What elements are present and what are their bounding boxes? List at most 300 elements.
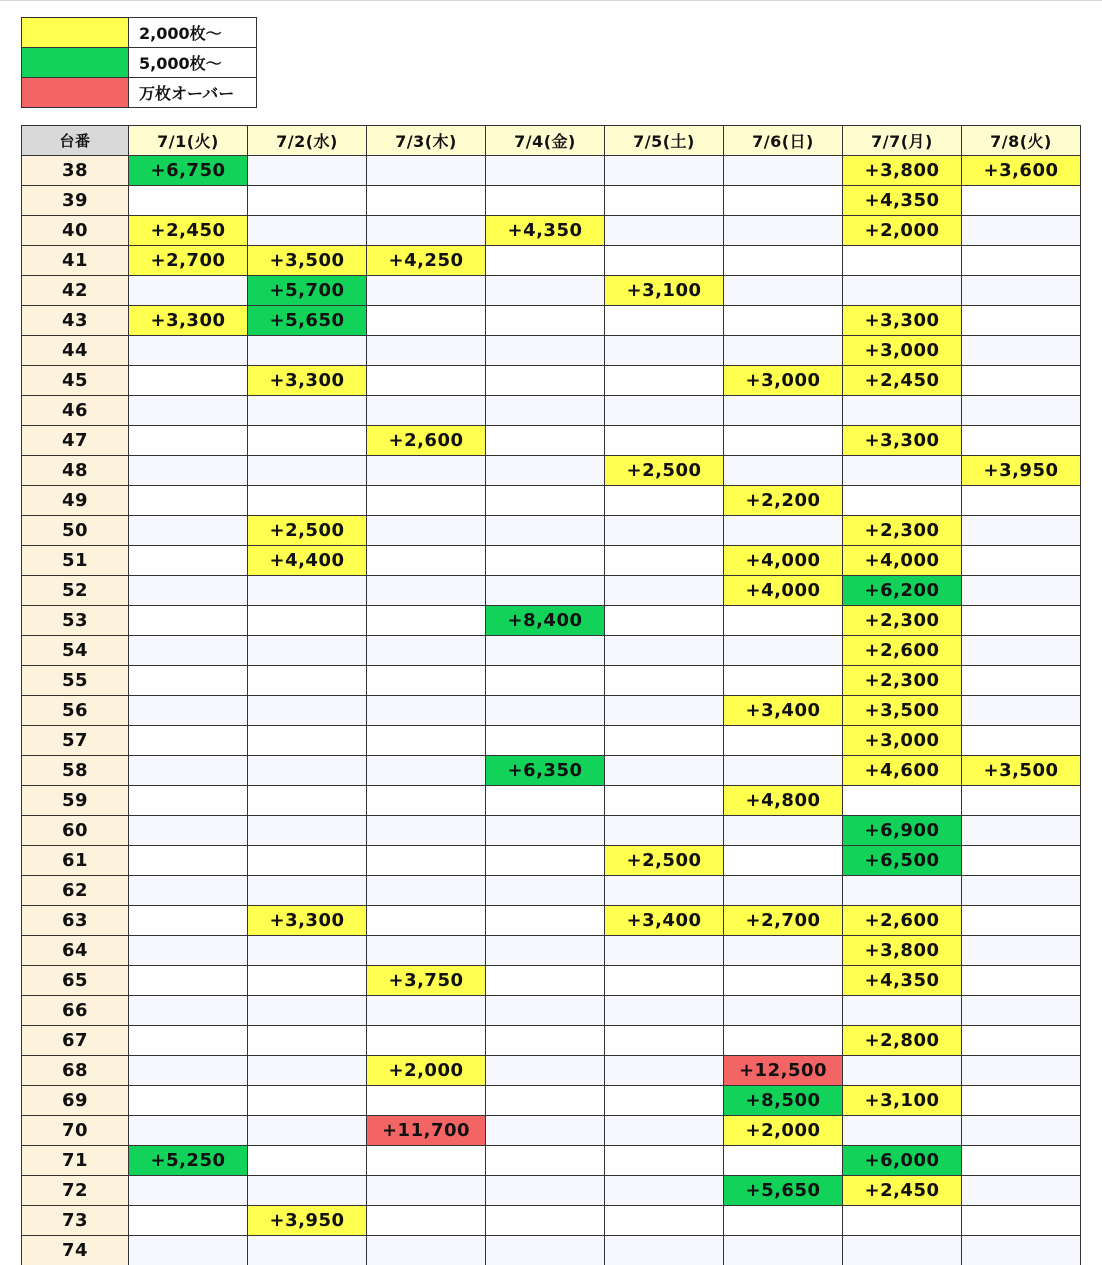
result-cell xyxy=(605,936,724,966)
result-cell: +5,650 xyxy=(248,306,367,336)
result-cell xyxy=(724,636,843,666)
legend-row xyxy=(22,78,257,108)
machine-number: 63 xyxy=(22,906,129,936)
result-cell: +3,500 xyxy=(248,246,367,276)
result-cell xyxy=(843,276,962,306)
result-cell xyxy=(962,486,1081,516)
machine-number: 62 xyxy=(22,876,129,906)
result-cell xyxy=(129,726,248,756)
table-row xyxy=(22,1116,1081,1146)
result-cell xyxy=(486,336,605,366)
result-cell xyxy=(129,576,248,606)
machine-number: 59 xyxy=(22,786,129,816)
result-cell xyxy=(367,306,486,336)
result-cell: +11,700 xyxy=(367,1116,486,1146)
result-cell xyxy=(605,516,724,546)
result-cell xyxy=(962,1086,1081,1116)
table-row xyxy=(22,966,1081,996)
result-cell xyxy=(962,1056,1081,1086)
result-cell xyxy=(724,276,843,306)
result-cell xyxy=(248,846,367,876)
result-cell: +6,750 xyxy=(129,156,248,186)
machine-number: 54 xyxy=(22,636,129,666)
result-cell xyxy=(248,486,367,516)
result-cell xyxy=(248,606,367,636)
table-row xyxy=(22,1176,1081,1206)
result-cell: +6,350 xyxy=(486,756,605,786)
result-cell xyxy=(129,816,248,846)
result-cell: +5,250 xyxy=(129,1146,248,1176)
result-cell xyxy=(962,936,1081,966)
result-cell xyxy=(962,726,1081,756)
date-header: 7/5(土) xyxy=(605,126,724,156)
result-cell xyxy=(962,1176,1081,1206)
result-cell xyxy=(367,606,486,636)
result-cell xyxy=(486,186,605,216)
result-cell xyxy=(962,786,1081,816)
table-row xyxy=(22,366,1081,396)
result-cell xyxy=(367,996,486,1026)
result-cell: +2,600 xyxy=(843,906,962,936)
result-cell: +2,600 xyxy=(843,636,962,666)
machine-number: 45 xyxy=(22,366,129,396)
result-cell: +3,500 xyxy=(962,756,1081,786)
result-cell xyxy=(962,996,1081,1026)
legend-label: 万枚オーバー xyxy=(129,78,257,108)
table-row xyxy=(22,336,1081,366)
table-row xyxy=(22,906,1081,936)
result-cell xyxy=(486,426,605,456)
table-row xyxy=(22,246,1081,276)
result-cell xyxy=(605,666,724,696)
result-cell xyxy=(248,966,367,996)
machine-number: 55 xyxy=(22,666,129,696)
date-header: 7/1(火) xyxy=(129,126,248,156)
result-cell xyxy=(486,636,605,666)
result-cell xyxy=(248,756,367,786)
machine-number: 38 xyxy=(22,156,129,186)
table-row xyxy=(22,816,1081,846)
result-cell xyxy=(129,1026,248,1056)
result-cell xyxy=(724,336,843,366)
result-cell: +4,800 xyxy=(724,786,843,816)
result-cell: +2,700 xyxy=(724,906,843,936)
result-cell xyxy=(129,366,248,396)
header-row xyxy=(22,126,1081,156)
result-cell xyxy=(129,456,248,486)
result-cell xyxy=(962,1236,1081,1265)
result-cell xyxy=(129,1116,248,1146)
result-cell xyxy=(486,366,605,396)
result-cell xyxy=(724,876,843,906)
result-cell: +2,600 xyxy=(367,426,486,456)
result-cell xyxy=(605,336,724,366)
result-cell xyxy=(962,276,1081,306)
result-cell xyxy=(129,396,248,426)
result-cell xyxy=(486,876,605,906)
result-cell xyxy=(367,1176,486,1206)
result-cell xyxy=(843,1206,962,1236)
result-cell xyxy=(248,426,367,456)
result-cell xyxy=(843,456,962,486)
result-cell xyxy=(129,606,248,636)
result-cell xyxy=(962,186,1081,216)
result-cell xyxy=(248,186,367,216)
result-cell xyxy=(248,156,367,186)
result-cell: +4,000 xyxy=(724,576,843,606)
table-row xyxy=(22,1026,1081,1056)
result-cell xyxy=(962,846,1081,876)
result-cell xyxy=(486,726,605,756)
result-cell: +3,800 xyxy=(843,156,962,186)
table-row xyxy=(22,846,1081,876)
result-cell xyxy=(843,1056,962,1086)
result-cell xyxy=(129,276,248,306)
result-cell xyxy=(486,456,605,486)
result-cell: +2,300 xyxy=(843,606,962,636)
result-cell xyxy=(129,936,248,966)
result-cell xyxy=(843,786,962,816)
result-cell xyxy=(843,876,962,906)
legend-label: 5,000枚～ xyxy=(129,48,257,78)
result-cell: +4,000 xyxy=(843,546,962,576)
machine-number: 61 xyxy=(22,846,129,876)
result-cell xyxy=(724,1236,843,1265)
machine-number: 39 xyxy=(22,186,129,216)
result-cell xyxy=(962,816,1081,846)
result-cell xyxy=(605,876,724,906)
result-cell xyxy=(248,876,367,906)
machine-number: 42 xyxy=(22,276,129,306)
table-row xyxy=(22,396,1081,426)
result-cell xyxy=(367,276,486,306)
result-cell xyxy=(486,156,605,186)
result-cell xyxy=(724,156,843,186)
result-cell xyxy=(486,1146,605,1176)
machine-number: 70 xyxy=(22,1116,129,1146)
result-cell: +3,100 xyxy=(605,276,724,306)
result-cell xyxy=(367,936,486,966)
result-cell xyxy=(486,1236,605,1265)
result-cell xyxy=(248,1176,367,1206)
legend-row xyxy=(22,18,257,48)
result-cell: +6,900 xyxy=(843,816,962,846)
result-cell xyxy=(605,996,724,1026)
result-cell xyxy=(486,816,605,846)
result-cell xyxy=(486,996,605,1026)
result-cell xyxy=(962,1026,1081,1056)
result-cell xyxy=(605,486,724,516)
result-cell xyxy=(248,726,367,756)
result-cell xyxy=(486,1056,605,1086)
result-cell xyxy=(486,906,605,936)
result-cell xyxy=(248,1236,367,1265)
result-cell: +8,500 xyxy=(724,1086,843,1116)
result-cell xyxy=(129,426,248,456)
color-legend xyxy=(21,17,257,108)
result-cell xyxy=(367,456,486,486)
result-cell xyxy=(724,726,843,756)
result-cell xyxy=(605,246,724,276)
result-cell xyxy=(367,516,486,546)
result-cell xyxy=(129,696,248,726)
result-cell xyxy=(605,816,724,846)
result-cell: +3,000 xyxy=(724,366,843,396)
result-cell xyxy=(248,1026,367,1056)
corner-header: 台番 xyxy=(22,126,129,156)
result-cell xyxy=(367,786,486,816)
result-cell xyxy=(367,846,486,876)
result-cell xyxy=(605,366,724,396)
machine-number: 50 xyxy=(22,516,129,546)
table-row xyxy=(22,636,1081,666)
result-cell xyxy=(129,1086,248,1116)
legend-swatch-green xyxy=(22,48,129,78)
result-cell xyxy=(724,1026,843,1056)
result-cell xyxy=(486,576,605,606)
result-cell xyxy=(486,1086,605,1116)
machine-number: 56 xyxy=(22,696,129,726)
result-cell xyxy=(724,816,843,846)
result-cell xyxy=(367,396,486,426)
machine-number: 68 xyxy=(22,1056,129,1086)
result-cell xyxy=(724,606,843,636)
machine-number: 40 xyxy=(22,216,129,246)
result-cell xyxy=(605,216,724,246)
result-cell: +2,500 xyxy=(605,846,724,876)
result-cell xyxy=(605,396,724,426)
machine-number: 44 xyxy=(22,336,129,366)
result-cell xyxy=(724,306,843,336)
result-cell xyxy=(605,1236,724,1265)
machine-number: 43 xyxy=(22,306,129,336)
machine-number: 53 xyxy=(22,606,129,636)
result-cell xyxy=(129,1236,248,1265)
result-cell: +2,500 xyxy=(605,456,724,486)
result-cell xyxy=(605,606,724,636)
result-cell xyxy=(605,636,724,666)
result-cell xyxy=(248,456,367,486)
result-cell xyxy=(962,516,1081,546)
result-cell xyxy=(724,246,843,276)
result-cell: +6,000 xyxy=(843,1146,962,1176)
result-cell xyxy=(129,966,248,996)
result-cell xyxy=(605,1146,724,1176)
result-cell xyxy=(605,696,724,726)
result-cell xyxy=(129,546,248,576)
table-row xyxy=(22,426,1081,456)
result-cell xyxy=(962,636,1081,666)
machine-number: 48 xyxy=(22,456,129,486)
result-cell xyxy=(367,486,486,516)
result-cell xyxy=(724,936,843,966)
result-cell xyxy=(962,606,1081,636)
result-cell xyxy=(605,1056,724,1086)
table-row xyxy=(22,666,1081,696)
result-cell: +4,350 xyxy=(843,966,962,996)
result-cell: +4,350 xyxy=(843,186,962,216)
result-cell xyxy=(367,696,486,726)
result-cell: +8,400 xyxy=(486,606,605,636)
result-cell xyxy=(367,666,486,696)
result-cell xyxy=(248,786,367,816)
result-cell xyxy=(605,186,724,216)
result-cell xyxy=(248,396,367,426)
result-cell xyxy=(962,906,1081,936)
result-cell xyxy=(129,996,248,1026)
result-cell: +6,500 xyxy=(843,846,962,876)
result-cell: +12,500 xyxy=(724,1056,843,1086)
result-cell xyxy=(486,396,605,426)
result-cell: +2,000 xyxy=(367,1056,486,1086)
result-cell xyxy=(367,1026,486,1056)
result-cell xyxy=(129,636,248,666)
result-cell xyxy=(962,1206,1081,1236)
table-row xyxy=(22,1086,1081,1116)
result-cell xyxy=(486,1026,605,1056)
result-cell: +2,200 xyxy=(724,486,843,516)
result-cell: +2,000 xyxy=(724,1116,843,1146)
result-cell xyxy=(724,966,843,996)
result-cell xyxy=(605,1176,724,1206)
result-cell xyxy=(129,186,248,216)
result-cell xyxy=(486,666,605,696)
result-cell xyxy=(962,426,1081,456)
result-cell xyxy=(605,726,724,756)
legend-swatch-yellow xyxy=(22,18,129,48)
table-row xyxy=(22,1056,1081,1086)
result-cell xyxy=(248,1146,367,1176)
result-cell: +3,950 xyxy=(962,456,1081,486)
table-row xyxy=(22,1206,1081,1236)
legend-row xyxy=(22,48,257,78)
result-cell xyxy=(367,1236,486,1265)
result-cell xyxy=(962,1116,1081,1146)
result-cell xyxy=(367,216,486,246)
result-cell xyxy=(486,966,605,996)
result-cell: +3,000 xyxy=(843,726,962,756)
result-cell xyxy=(605,426,724,456)
result-cell xyxy=(962,396,1081,426)
result-cell xyxy=(248,666,367,696)
result-cell xyxy=(486,546,605,576)
result-cell xyxy=(248,216,367,246)
result-cell xyxy=(367,756,486,786)
table-row xyxy=(22,696,1081,726)
result-cell: +3,800 xyxy=(843,936,962,966)
machine-number: 65 xyxy=(22,966,129,996)
result-cell xyxy=(843,246,962,276)
result-cell xyxy=(724,756,843,786)
result-cell xyxy=(367,1146,486,1176)
result-cell xyxy=(724,996,843,1026)
machine-number: 51 xyxy=(22,546,129,576)
result-cell: +6,200 xyxy=(843,576,962,606)
result-cell xyxy=(129,756,248,786)
table-row xyxy=(22,1146,1081,1176)
machine-number: 52 xyxy=(22,576,129,606)
result-cell xyxy=(724,456,843,486)
result-cell xyxy=(486,1116,605,1146)
result-cell: +3,950 xyxy=(248,1206,367,1236)
machine-number: 73 xyxy=(22,1206,129,1236)
result-cell xyxy=(605,1116,724,1146)
machine-number: 58 xyxy=(22,756,129,786)
result-cell xyxy=(962,1146,1081,1176)
result-cell xyxy=(605,756,724,786)
date-header: 7/4(金) xyxy=(486,126,605,156)
result-cell xyxy=(367,576,486,606)
table-row xyxy=(22,606,1081,636)
result-cell xyxy=(486,786,605,816)
result-cell xyxy=(486,1206,605,1236)
result-cell xyxy=(962,666,1081,696)
table-row xyxy=(22,576,1081,606)
machine-number: 49 xyxy=(22,486,129,516)
result-cell xyxy=(486,696,605,726)
result-cell: +2,450 xyxy=(843,366,962,396)
result-cell xyxy=(724,846,843,876)
result-cell: +3,300 xyxy=(843,426,962,456)
result-cell: +4,400 xyxy=(248,546,367,576)
date-header: 7/6(日) xyxy=(724,126,843,156)
legend-swatch-red xyxy=(22,78,129,108)
table-row xyxy=(22,486,1081,516)
result-cell: +2,300 xyxy=(843,666,962,696)
result-cell xyxy=(248,636,367,666)
result-cell xyxy=(248,996,367,1026)
table-row xyxy=(22,276,1081,306)
machine-number: 69 xyxy=(22,1086,129,1116)
result-cell xyxy=(605,306,724,336)
result-cell xyxy=(129,666,248,696)
table-row xyxy=(22,456,1081,486)
result-cell xyxy=(486,276,605,306)
result-cell xyxy=(843,486,962,516)
legend-label: 2,000枚～ xyxy=(129,18,257,48)
result-cell xyxy=(962,246,1081,276)
table-row xyxy=(22,1236,1081,1265)
table-row xyxy=(22,306,1081,336)
date-header: 7/3(木) xyxy=(367,126,486,156)
machine-number: 71 xyxy=(22,1146,129,1176)
table-row xyxy=(22,936,1081,966)
result-cell xyxy=(962,876,1081,906)
result-cell xyxy=(248,336,367,366)
table-row xyxy=(22,186,1081,216)
result-cell xyxy=(367,186,486,216)
result-cell xyxy=(486,246,605,276)
result-cell xyxy=(605,1206,724,1236)
result-cell xyxy=(724,186,843,216)
result-cell xyxy=(248,1086,367,1116)
result-cell xyxy=(367,336,486,366)
machine-number: 41 xyxy=(22,246,129,276)
result-cell: +3,300 xyxy=(248,366,367,396)
result-cell xyxy=(129,516,248,546)
result-cell: +2,450 xyxy=(843,1176,962,1206)
machine-number: 60 xyxy=(22,816,129,846)
machine-number: 47 xyxy=(22,426,129,456)
result-cell xyxy=(724,426,843,456)
result-cell: +4,600 xyxy=(843,756,962,786)
result-cell xyxy=(367,156,486,186)
result-cell: +2,500 xyxy=(248,516,367,546)
result-cell xyxy=(724,216,843,246)
result-cell: +3,000 xyxy=(843,336,962,366)
result-cell xyxy=(962,306,1081,336)
result-cell xyxy=(605,156,724,186)
